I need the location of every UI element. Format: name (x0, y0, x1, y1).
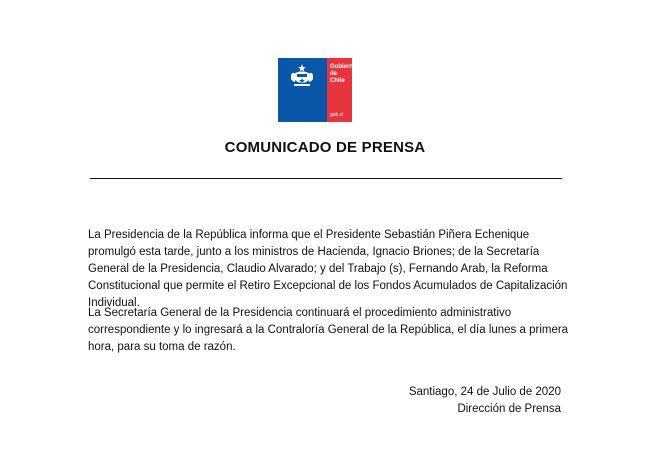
signature-place-date: Santiago, 24 de Julio de 2020 (408, 386, 561, 398)
gobierno-de-chile-logo (278, 58, 357, 122)
title-underline-divider (90, 178, 562, 179)
page-title: COMUNICADO DE PRENSA (224, 139, 426, 156)
body-paragraph-2: La Secretaría General de la Presidencia continuará el procedimiento administrativo correspondiente y lo ingresará a la Contraloría General de la República, el día lunes a primera hora, para su toma de razón. (88, 307, 569, 353)
signature-office: Dirección de Prensa (457, 403, 561, 415)
body-paragraph-1: La Presidencia de la República informa que el Presidente Sebastián Piñera Echenique promulgó esta tarde, junto a los ministros de Hacienda, Ignacio Briones; de la Secretaría General de la Presidencia, Claudio Alvarado; y del Trabajo (s), Fernando Arab, la Reforma Constitucional que permite el Retiro Excepcional de los Fondos Acumulados de Capitalización Individual. (88, 229, 568, 309)
signature-block (409, 384, 561, 418)
logo-url-text: gob.cl (330, 112, 344, 118)
logo-government-text: Gobierno de Chile (330, 64, 357, 84)
logo-blue-panel (278, 58, 327, 122)
chile-coat-of-arms-icon (288, 62, 316, 88)
